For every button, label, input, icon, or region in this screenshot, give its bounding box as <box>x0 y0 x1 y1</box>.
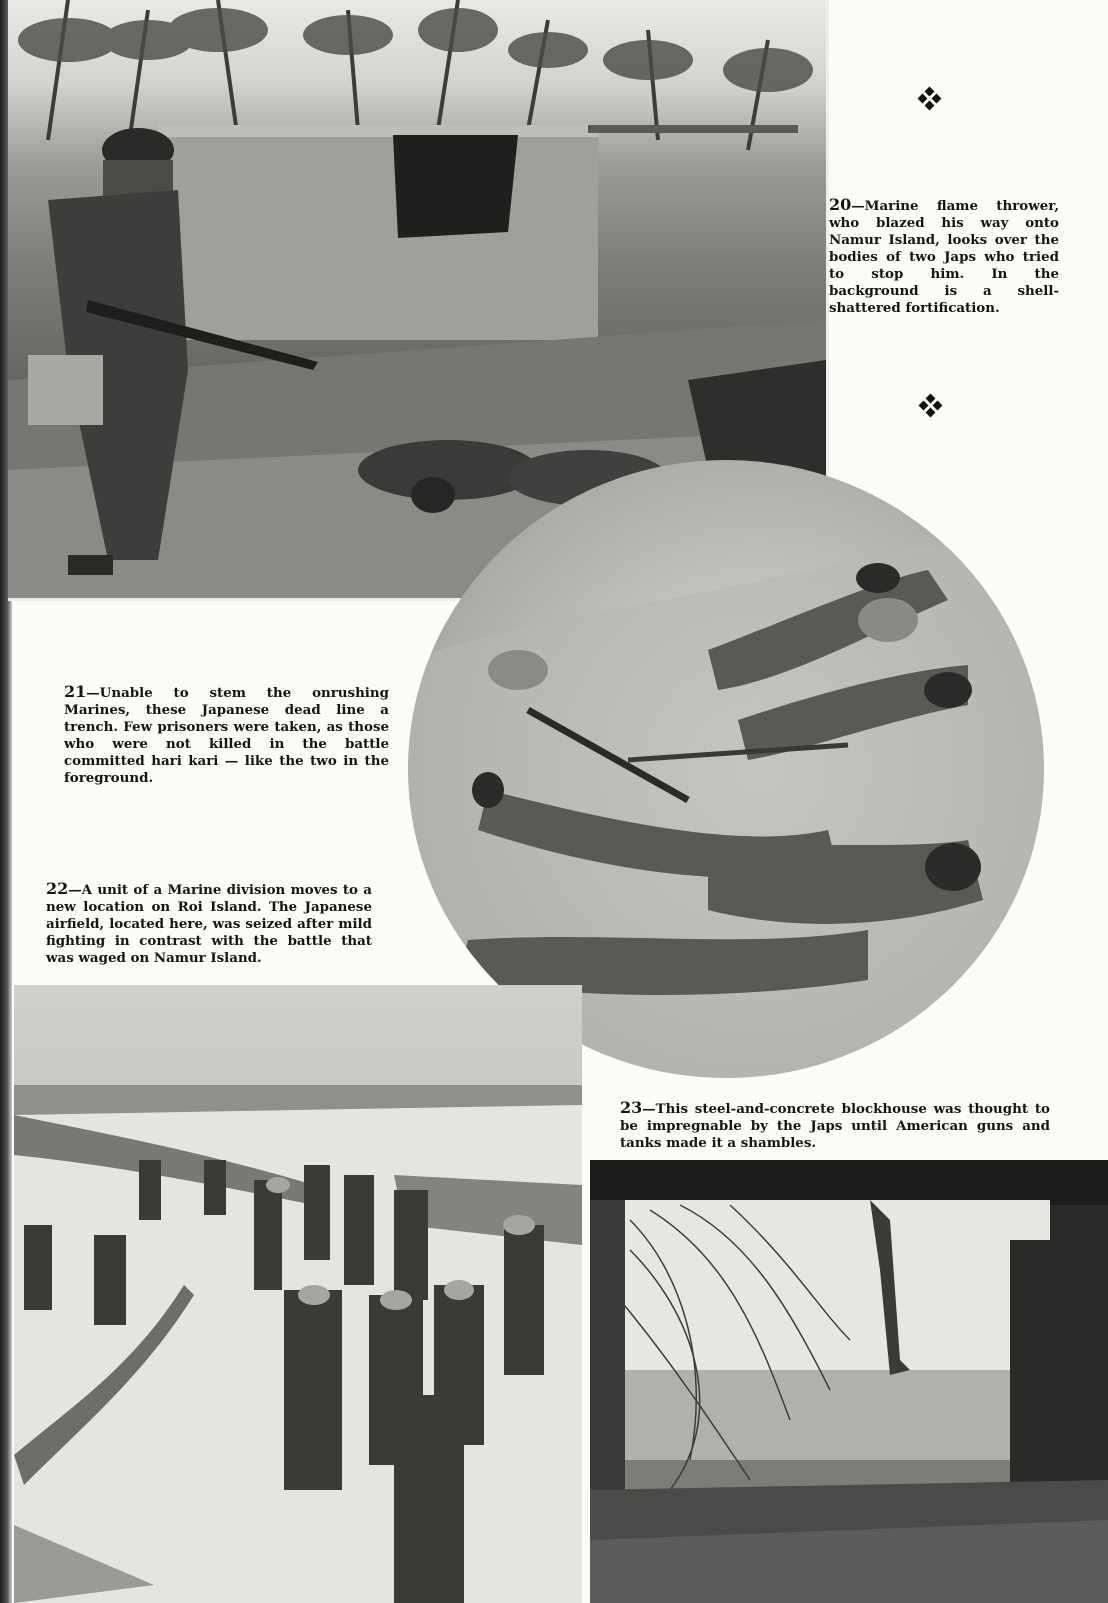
caption-23-text: —This steel-and-concrete blockhouse was thought to be impregnable by the Japs until American guns and tanks made it a shambles. <box>620 1101 1050 1151</box>
caption-23 <box>620 1099 1050 1152</box>
photo-shattered-blockhouse <box>590 1160 1108 1603</box>
caption-21 <box>64 683 389 787</box>
caption-22-number: 22 <box>46 879 69 898</box>
photo-marines-march-roi-island <box>14 985 582 1603</box>
caption-21-number: 21 <box>64 682 87 701</box>
diamond-ornament-icon <box>917 86 943 112</box>
caption-23-number: 23 <box>620 1098 643 1117</box>
photo-23-illustration <box>590 1160 1108 1603</box>
caption-20 <box>829 196 1059 317</box>
caption-22 <box>46 880 372 967</box>
caption-20-text: —Marine flame thrower, who blazed his way onto Namur Island, looks over the bodies of two Japs who tried to stop him. In the background is a shell-shattered fortification. <box>829 198 1059 316</box>
diamond-ornament-icon <box>918 393 944 419</box>
caption-20-number: 20 <box>829 195 852 214</box>
caption-22-text: —A unit of a Marine division moves to a new location on Roi Island. The Japanese airfield, located here, was seized after mild fighting in contrast with the battle that was waged on Namur Island. <box>46 882 372 966</box>
caption-21-text: —Unable to stem the onrushing Marines, these Japanese dead line a trench. Few prisoners were taken, as those who were not killed in the battle committed hari kari — like the two in the foreground. <box>64 685 389 786</box>
photo-22-illustration <box>14 985 582 1603</box>
